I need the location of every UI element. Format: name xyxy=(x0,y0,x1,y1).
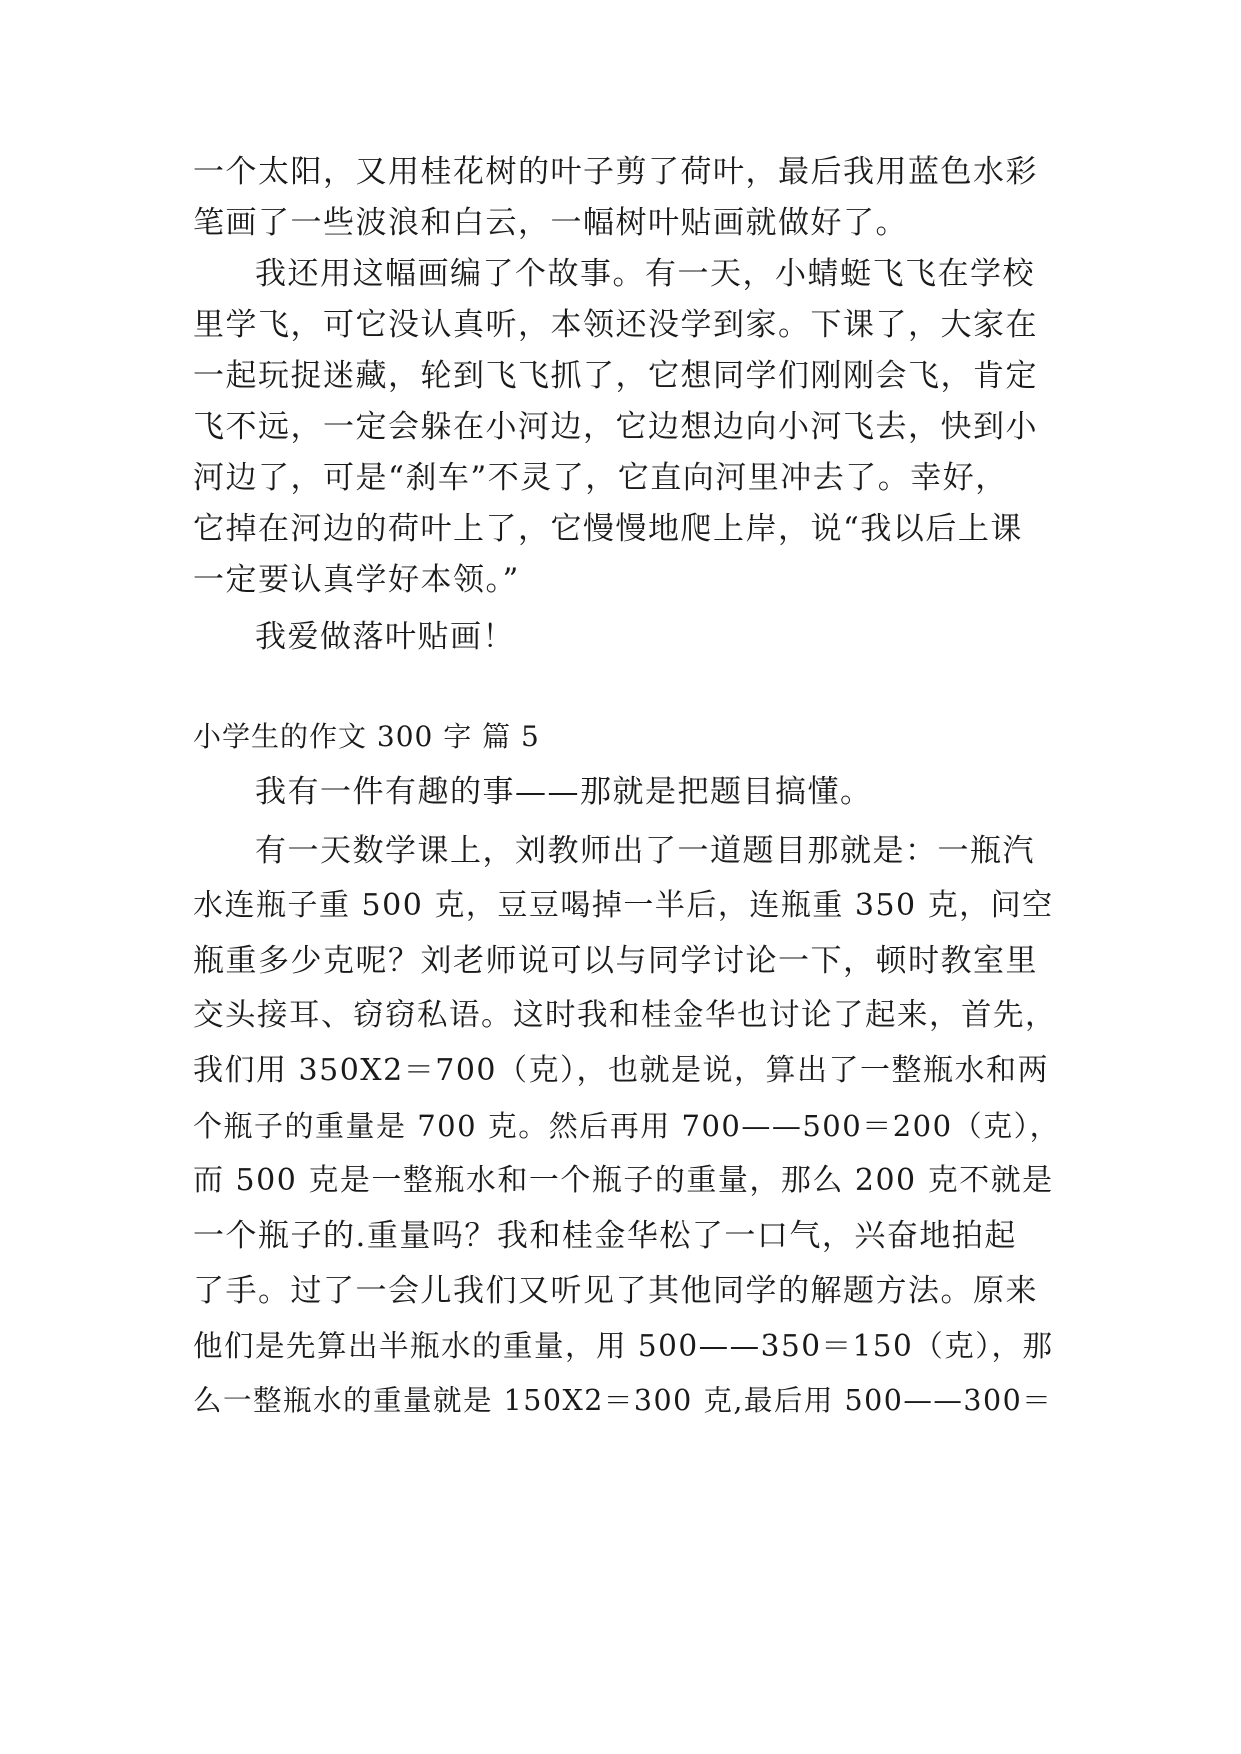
paragraph-line: 我爱做落叶贴画！ xyxy=(255,619,515,655)
paragraph-line: 瓶重多少克呢？刘老师说可以与同学讨论一下，顿时教室里 xyxy=(193,943,1038,979)
paragraph-line: 一个太阳，又用桂花树的叶子剪了荷叶，最后我用蓝色水彩 xyxy=(193,154,1038,190)
paragraph-line: 而 500 克是一整瓶水和一个瓶子的重量，那么 200 克不就是 xyxy=(193,1163,1054,1198)
paragraph-line: 我有一件有趣的事——那就是把题目搞懂。 xyxy=(255,774,873,810)
paragraph-line: 一定要认真学好本领。” xyxy=(193,562,520,598)
paragraph-line: 个瓶子的重量是 700 克。然后再用 700——500＝200（克）， xyxy=(193,1109,1061,1143)
paragraph-line: 有一天数学课上，刘教师出了一道题目那就是：一瓶汽 xyxy=(255,833,1035,869)
paragraph-line: 我还用这幅画编了个故事。有一天，小蜻蜓飞飞在学校 xyxy=(255,256,1035,292)
paragraph-line: 么一整瓶水的重量就是 150X2＝300 克,最后用 500——300＝ xyxy=(193,1384,1053,1417)
paragraph-line: 它掉在河边的荷叶上了，它慢慢地爬上岸，说“我以后上课 xyxy=(193,511,1023,547)
paragraph-line: 河边了，可是“刹车”不灵了，它直向河里冲去了。幸好， xyxy=(193,460,1008,496)
paragraph-line: 水连瓶子重 500 克，豆豆喝掉一半后，连瓶重 350 克，问空 xyxy=(193,888,1054,923)
paragraph-line: 一起玩捉迷藏，轮到飞飞抓了，它想同学们刚刚会飞，肯定 xyxy=(193,358,1038,394)
paragraph-line: 笔画了一些波浪和白云，一幅树叶贴画就做好了。 xyxy=(193,205,908,241)
paragraph-line: 交头接耳、窃窃私语。这时我和桂金华也讨论了起来，首先， xyxy=(193,998,1057,1033)
paragraph-line: 了手。过了一会儿我们又听见了其他同学的解题方法。原来 xyxy=(193,1273,1038,1309)
section-heading: 小学生的作文 300 字 篇 5 xyxy=(193,720,540,753)
paragraph-line: 一个瓶子的.重量吗？我和桂金华松了一口气，兴奋地拍起 xyxy=(193,1218,1017,1254)
paragraph-line: 里学飞，可它没认真听，本领还没学到家。下课了，大家在 xyxy=(193,307,1038,343)
paragraph-line: 飞不远，一定会躲在小河边，它边想边向小河飞去，快到小 xyxy=(193,409,1038,445)
paragraph-line: 他们是先算出半瓶水的重量，用 500——350＝150（克），那 xyxy=(193,1329,1054,1363)
paragraph-line: 我们用 350X2＝700（克），也就是说，算出了一整瓶水和两 xyxy=(193,1053,1050,1088)
